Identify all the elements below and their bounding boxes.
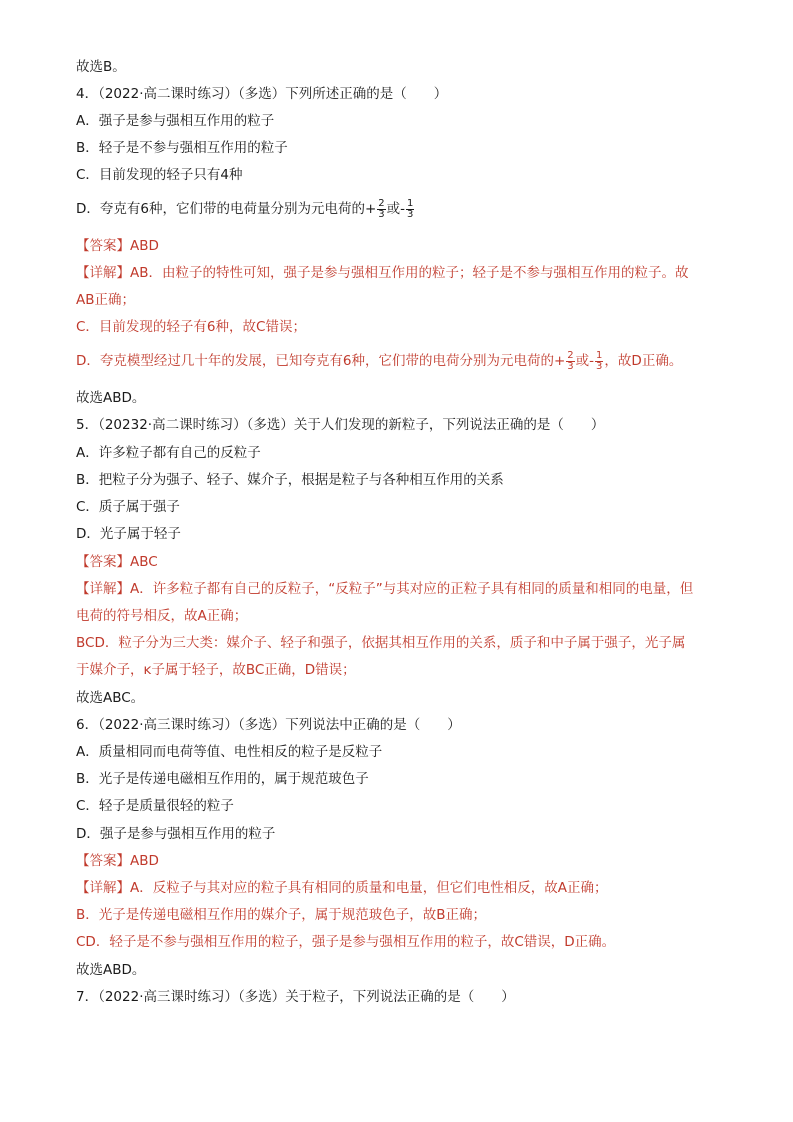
question-4-explanation-3: C．目前发现的轻子有6种，故C错误； [76, 319, 306, 335]
option-d-text: D．夸克有6种，它们带的电荷量分别为元电荷的+ [76, 201, 377, 217]
fraction-numerator: 1 [407, 197, 414, 209]
question-6-option-d: D．强子是参与强相互作用的粒子 [76, 826, 276, 842]
question-7-stem: 7．（2022·高三课时练习）（多选）关于粒子，下列说法正确的是（ ） [76, 989, 515, 1005]
question-5-explanation-3: BCD．粒子分为三大类：媒介子、轻子和强子，依据其相互作用的关系，质子和中子属于强子，光子属 [76, 635, 686, 651]
fraction-one-third [595, 351, 603, 372]
question-5-option-a: A．许多粒子都有自己的反粒子 [76, 445, 261, 461]
fraction-two-thirds [377, 199, 385, 220]
fraction-numerator: 2 [567, 349, 574, 361]
fraction-one-third [406, 199, 414, 220]
fraction-denominator: 3 [378, 208, 385, 220]
question-6-explanation-2: B．光子是传递电磁相互作用的媒介子，属于规范玻色子，故B正确； [76, 907, 487, 923]
question-4-explanation-2: AB正确； [76, 292, 135, 308]
question-6-option-a: A．质量相同而电荷等值、电性相反的粒子是反粒子 [76, 744, 383, 760]
fraction-denominator: 3 [407, 208, 414, 220]
question-4-option-b: B．轻子是不参与强相互作用的粒子 [76, 140, 288, 156]
explanation-text: D．夸克模型经过几十年的发展，已知夸克有6种，它们带的电荷分别为元电荷的+ [76, 353, 566, 369]
question-5-stem: 5．（20232·高二课时练习）（多选）关于人们发现的新粒子，下列说法正确的是（ ） [76, 417, 605, 433]
question-5-explanation-4: 于媒介子，ĸ子属于轻子，故BC正确，D错误； [76, 662, 356, 678]
fraction-numerator: 2 [378, 197, 385, 209]
question-6-option-c: C．轻子是质量很轻的粒子 [76, 798, 234, 814]
question-5-answer: 【答案】ABC [76, 554, 158, 570]
question-6-explanation-3: CD．轻子是不参与强相互作用的粒子，强子是参与强相互作用的粒子，故C错误，D正确。 [76, 934, 616, 950]
question-5-explanation-1: 【详解】A．许多粒子都有自己的反粒子，“反粒子”与其对应的正粒子具有相同的质量和相同的电量，但 [76, 581, 694, 597]
question-4-option-c: C．目前发现的轻子只有4种 [76, 167, 243, 183]
question-5-option-c: C．质子属于强子 [76, 499, 180, 515]
option-d-connector: 或- [386, 201, 406, 217]
question-5-option-d: D．光子属于轻子 [76, 526, 181, 542]
question-6-explanation-1: 【详解】A．反粒子与其对应的粒子具有相同的质量和电量，但它们电性相反，故A正确； [76, 880, 608, 896]
question-4-explanation-1: 【详解】AB．由粒子的特性可知，强子是参与强相互作用的粒子；轻子是不参与强相互作用的粒子。故 [76, 265, 689, 281]
question-4-conclusion: 故选ABD。 [76, 390, 146, 406]
question-4-answer: 【答案】ABD [76, 238, 159, 254]
conclusion-text: 故选B。 [76, 59, 126, 75]
question-6-answer: 【答案】ABD [76, 853, 159, 869]
fraction-denominator: 3 [596, 360, 603, 372]
question-4-explanation-4 [76, 348, 682, 374]
fraction-denominator: 3 [567, 360, 574, 372]
explanation-connector: 或- [575, 353, 595, 369]
question-5-conclusion: 故选ABC。 [76, 690, 145, 706]
question-6-stem: 6．（2022·高三课时练习）（多选）下列说法中正确的是（ ） [76, 717, 461, 733]
fraction-two-thirds [566, 351, 574, 372]
fraction-numerator: 1 [596, 349, 603, 361]
question-5-option-b: B．把粒子分为强子、轻子、媒介子，根据是粒子与各种相互作用的关系 [76, 472, 504, 488]
question-4-option-a: A．强子是参与强相互作用的粒子 [76, 113, 275, 129]
question-4-stem: 4．（2022·高二课时练习）（多选）下列所述正确的是（ ） [76, 86, 448, 102]
explanation-conclusion: ，故D正确。 [604, 353, 683, 369]
question-4-option-d [76, 196, 415, 222]
question-5-explanation-2: 电荷的符号相反，故A正确； [76, 608, 248, 624]
question-6-option-b: B．光子是传递电磁相互作用的，属于规范玻色子 [76, 771, 369, 787]
question-6-conclusion: 故选ABD。 [76, 962, 146, 978]
